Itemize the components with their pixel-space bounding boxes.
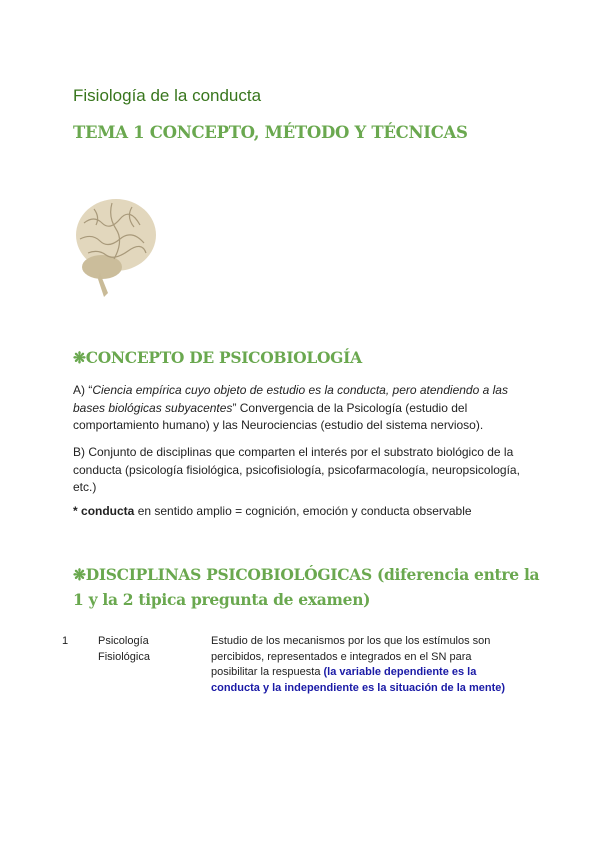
topic-heading: TEMA 1 CONCEPTO, MÉTODO Y TÉCNICAS xyxy=(73,123,468,142)
paragraph-a: A) “Ciencia empírica cuyo objeto de estudio es la conducta, pero atendiendo a las bases biológicas subyacentes” Convergencia de la Psicología (estudio del comportamiento humano) y las Neurociencias (estudio del sistema nervioso). xyxy=(73,383,508,432)
asterisk-icon: ❋ xyxy=(73,565,86,584)
row-number: 1 xyxy=(62,635,69,647)
section-heading-disciplinas: ❋DISCIPLINAS PSICOBIOLÓGICAS (diferencia entre la 1 y la 2 tipica pregunta de examen) xyxy=(73,565,540,609)
paragraph-b: B) Conjunto de disciplinas que comparten el interés por el substrato biológico de la conducta (psicología fisiológica, psicofisiología, psicofarmacología, neuropsicología, etc.) xyxy=(73,445,520,494)
exam-note: (la variable dependiente es la conducta y la independiente es la situación de la mente) xyxy=(211,666,506,694)
brain-image xyxy=(72,193,156,297)
paragraph-conducta: * conducta en sentido amplio = cognición, emoción y conducta observable xyxy=(73,504,472,518)
document-title: Fisiología de la conducta xyxy=(73,86,262,105)
asterisk-icon: ❋ xyxy=(73,348,86,367)
discipline-name: Psicología Fisiológica xyxy=(98,635,150,663)
discipline-description: Estudio de los mecanismos por los que los estímulos son percibidos, representados e integrados en el SN para posibilitar la respuesta (la variable dependiente es la conducta y la independiente es la situación de la mente) xyxy=(211,635,506,694)
section-heading-concepto: ❋CONCEPTO DE PSICOBIOLOGÍA xyxy=(73,348,362,367)
